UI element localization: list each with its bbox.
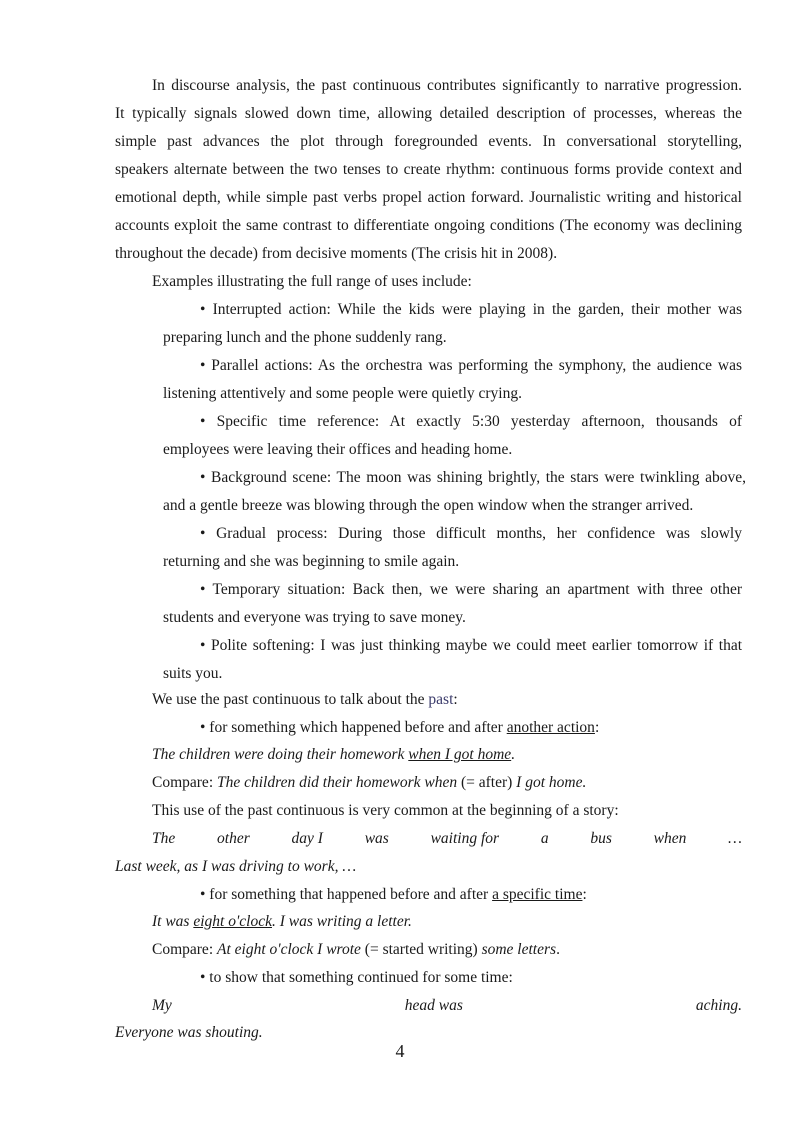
compare-line — [152, 773, 586, 793]
compare-italic: some letters — [481, 941, 557, 958]
story-word: a — [540, 830, 549, 847]
bullet-item-cont: students and everyone was trying to save money. — [163, 609, 466, 626]
compare-note: (= started writing) — [360, 941, 482, 958]
example-text: It was — [152, 913, 194, 930]
example-end: . I was writing a letter. — [271, 913, 412, 930]
story-note: This use of the past continuous is very common at the beginning of a story: — [152, 802, 619, 819]
examples-intro: Examples illustrating the full range of uses include: — [152, 273, 472, 290]
compare-label: Compare: — [152, 941, 217, 958]
bullet-item-cont: and a gentle breeze was blowing through the open window when the stranger arrived. — [163, 497, 694, 514]
bullet-item: • Polite softening: I was just thinking maybe we could meet earlier tomorrow if that — [200, 637, 742, 654]
example-sentence — [152, 996, 742, 1016]
use-bullet-text: • for something which happened before and after — [200, 719, 507, 736]
story-word: waiting for — [430, 830, 500, 847]
bullet-item-cont: employees were leaving their offices and heading home. — [163, 441, 513, 458]
paragraph-line: speakers alternate between the two tenses to create rhythm: continuous forms provide context and — [115, 161, 742, 178]
paragraph-line: It typically signals slowed down time, allowing detailed description of processes, whereas the — [115, 105, 742, 122]
use-bullet: • to show that something continued for some time: — [200, 969, 513, 986]
compare-end: . — [556, 941, 560, 958]
use-intro — [152, 690, 458, 710]
paragraph-line: emotional depth, while simple past verbs propel action forward. Journalistic writing and historical — [115, 189, 742, 206]
story-word: The — [152, 830, 176, 847]
example-text: The children were doing their homework — [152, 746, 409, 763]
use-bullet — [200, 718, 599, 738]
compare-italic: I got home. — [516, 774, 587, 791]
example-sentence — [152, 912, 412, 932]
story-word: other — [217, 830, 250, 847]
compare-label: Compare: — [152, 774, 217, 791]
bullet-item-cont: listening attentively and some people were quietly crying. — [163, 385, 522, 402]
past-word: past — [428, 691, 454, 708]
use-intro-text: We use the past continuous to talk about the — [152, 691, 429, 708]
bullet-item: • Temporary situation: Back then, we were sharing an apartment with three other — [200, 581, 742, 598]
paragraph-line: accounts exploit the same contrast to differentiate ongoing conditions (The economy was declining — [115, 217, 742, 234]
example-word: head was — [404, 997, 463, 1014]
compare-line — [152, 940, 560, 960]
use-bullet-end: : — [582, 886, 587, 903]
bullet-item: • Interrupted action: While the kids were playing in the garden, their mother was — [200, 301, 742, 318]
bullet-item: • Specific time reference: At exactly 5:30 yesterday afternoon, thousands of — [200, 413, 742, 430]
story-example-line: Last week, as I was driving to work, … — [115, 858, 357, 875]
use-bullet — [200, 885, 587, 905]
paragraph-line: simple past advances the plot through foregrounded events. In conversational storytelling, — [115, 133, 742, 150]
example-word: My — [152, 997, 172, 1014]
bullet-item: • Gradual process: During those difficult months, her confidence was slowly — [200, 525, 742, 542]
another-action-link[interactable]: another action — [506, 719, 595, 736]
story-word: … — [728, 830, 742, 847]
eight-oclock-link[interactable]: eight o'clock — [193, 913, 272, 930]
bullet-item: • Parallel actions: As the orchestra was performing the symphony, the audience was — [200, 357, 742, 374]
compare-italic: At eight o'clock I wrote — [217, 941, 361, 958]
bullet-item: • Background scene: The moon was shining brightly, the stars were twinkling above, — [200, 469, 746, 486]
example-end: . — [511, 746, 516, 763]
compare-italic: The children did their homework when — [217, 774, 458, 791]
compare-note: (= after) — [457, 774, 517, 791]
story-word: day I — [291, 830, 323, 847]
use-bullet-end: : — [594, 719, 600, 736]
bullet-item-cont: returning and she was beginning to smile again. — [163, 553, 460, 570]
story-example-line — [152, 829, 742, 849]
story-word: when — [653, 830, 687, 847]
example-sentence — [152, 745, 515, 765]
bullet-item-cont: suits you. — [163, 665, 223, 682]
bullet-item-cont: preparing lunch and the phone suddenly rang. — [163, 329, 447, 346]
specific-time-link[interactable]: a specific time — [492, 886, 583, 903]
story-word: bus — [590, 830, 612, 847]
use-bullet-text: • for something that happened before and after — [200, 886, 493, 903]
when-i-got-home-link[interactable]: when I got home — [408, 746, 512, 763]
example-sentence: Everyone was shouting. — [115, 1024, 263, 1041]
page-number: 4 — [395, 1041, 405, 1061]
use-intro-end: : — [453, 691, 458, 708]
story-word: was — [364, 830, 389, 847]
paragraph-line: In discourse analysis, the past continuous contributes significantly to narrative progression. — [152, 77, 742, 94]
example-word: aching. — [695, 997, 742, 1014]
paragraph-line: throughout the decade) from decisive moments (The crisis hit in 2008). — [115, 245, 558, 262]
